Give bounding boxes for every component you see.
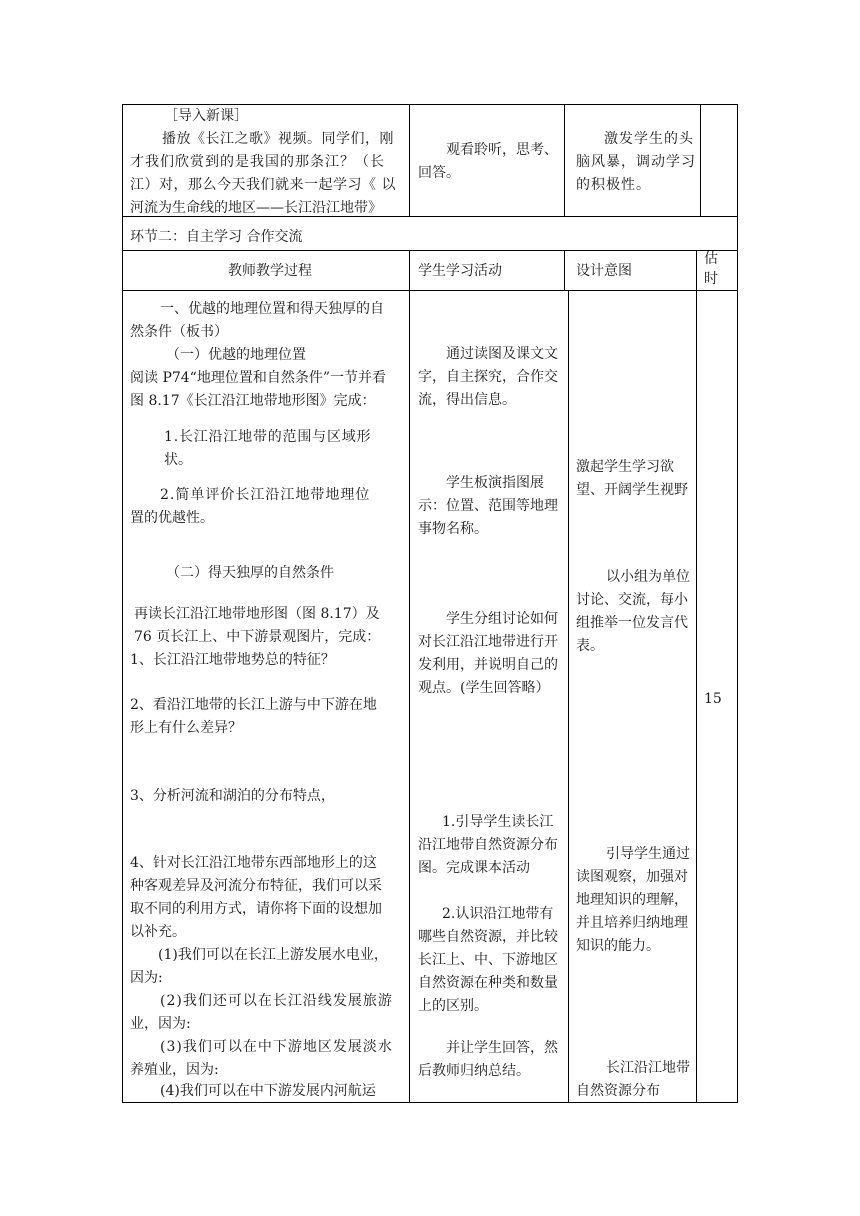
table-border-right	[737, 104, 738, 1103]
design-intent-block: 长江沿江地带自然资源分布	[576, 1060, 690, 1099]
teacher-line: 状。	[164, 452, 192, 468]
teacher-line: (3)我们可以在中下游地区发展淡水	[160, 1039, 393, 1055]
teacher-line: 置的优越性。	[130, 510, 214, 526]
header-intent: 设计意图	[576, 263, 632, 279]
intro-heading: ［导入新课］	[164, 108, 248, 124]
teacher-line: (4)我们可以在中下游发展内河航运	[160, 1083, 376, 1099]
teacher-line: (1)我们可以在长江上游发展水电业，	[158, 947, 388, 963]
intro-line: 才我们欣赏到的是我国的那条江？（长	[130, 154, 385, 170]
col-divider-student	[564, 250, 565, 291]
design-intent-block: 引导学生通过读图观察，加强对地理知识的理解，并且培养归纳地理知识的能力。	[576, 846, 690, 954]
student-activity-block: 2.认识沿江地带有哪些自然资源，并比较长江上、中、下游地区自然资源在种类和数量上的区别。	[418, 906, 558, 1014]
design-intent-block: 以小组为单位讨论、交流，每小组推举一位发言代表。	[576, 569, 690, 654]
table-border-left	[122, 104, 123, 1103]
student-activity-block: 学生分组讨论如何对长江沿江地带进行开发利用，并说明自己的观点。(学生回答略）	[418, 611, 558, 696]
intro-design-intent: 激发学生的头脑风暴，调动学习的积极性。	[576, 131, 696, 193]
teacher-line: 再读长江沿江地带地形图（图 8.17）及	[134, 606, 380, 622]
intro-student-activity: 观看聆听，思考、回答。	[418, 142, 558, 181]
teacher-line: 一、优越的地理位置和得天独厚的自	[160, 301, 384, 317]
teacher-line: 业，因为:	[130, 1016, 191, 1032]
teacher-line: （一）优越的地理位置	[166, 347, 306, 363]
teacher-line: 3、分析河流和湖泊的分布特点，	[130, 788, 335, 804]
teacher-line: 形上有什么差异？	[130, 720, 242, 736]
row-divider-headers	[122, 290, 738, 291]
teacher-line: 然条件（板书）	[130, 324, 228, 340]
design-intent-block: 激起学生学习欲望、开阔学生视野	[576, 459, 688, 498]
teacher-line: (2)我们还可以在长江沿线发展旅游	[160, 993, 393, 1009]
student-activity-block: 通过读图及课文文字，自主探究，合作交流，得出信息。	[418, 346, 558, 408]
teacher-line: 取不同的利用方式，请你将下面的设想加	[130, 901, 382, 917]
teacher-line: 种客观差异及河流分布特征，我们可以采	[130, 878, 382, 894]
header-student: 学生学习活动	[418, 263, 502, 279]
teacher-line: 2.简单评价长江沿江地带地理位	[160, 487, 371, 503]
teacher-line: 因为:	[130, 970, 163, 986]
col-divider-student	[568, 290, 569, 1103]
intro-line: 播放《长江之歌》视频。同学们，刚	[162, 131, 394, 147]
teacher-line: 阅读 P74“地理位置和自然条件”一节并看	[130, 370, 386, 386]
teacher-line: 以补充。	[130, 924, 186, 940]
teacher-line: 1.长江沿江地带的范围与区域形	[164, 429, 372, 445]
student-activity-block: 并让学生回答，然后教师归纳总结。	[418, 1040, 558, 1079]
teacher-line: 76 页长江上、中下游景观图片，完成：	[134, 629, 381, 645]
col-divider-intent	[700, 104, 701, 217]
teacher-line: 2、看沿江地带的长江上游与中下游在地	[130, 697, 377, 713]
time-estimate: 15	[704, 691, 722, 707]
teacher-line: 养殖业，因为:	[130, 1062, 219, 1078]
teacher-line: 图 8.17《长江沿江地带地形图》完成：	[130, 393, 376, 409]
col-divider-teacher	[409, 104, 410, 217]
col-divider-teacher	[409, 250, 410, 1103]
student-activity-block: 1.引导学生读长江沿江地带自然资源分布图。完成课本活动	[418, 814, 558, 876]
student-activity-block: 学生板演指图展示：位置、范围等地理事物名称。	[418, 475, 558, 537]
intro-line: 河流为生命线的地区——长江沿江地带》	[130, 200, 382, 216]
header-teacher: 教师教学过程	[228, 263, 312, 279]
teacher-line: 4、针对长江沿江地带东西部地形上的这	[130, 855, 377, 871]
col-divider-student	[564, 104, 565, 217]
header-time: 估时	[704, 251, 718, 287]
row-divider-section	[122, 250, 738, 251]
teacher-line: 1、长江沿江地带地势总的特征？	[130, 652, 335, 668]
section-title: 环节二：自主学习 合作交流	[130, 229, 303, 245]
intro-line: 江）对，那么今天我们就来一起学习《 以	[130, 177, 396, 193]
col-divider-intent	[696, 250, 697, 1103]
teacher-line: （二）得天独厚的自然条件	[166, 565, 334, 581]
